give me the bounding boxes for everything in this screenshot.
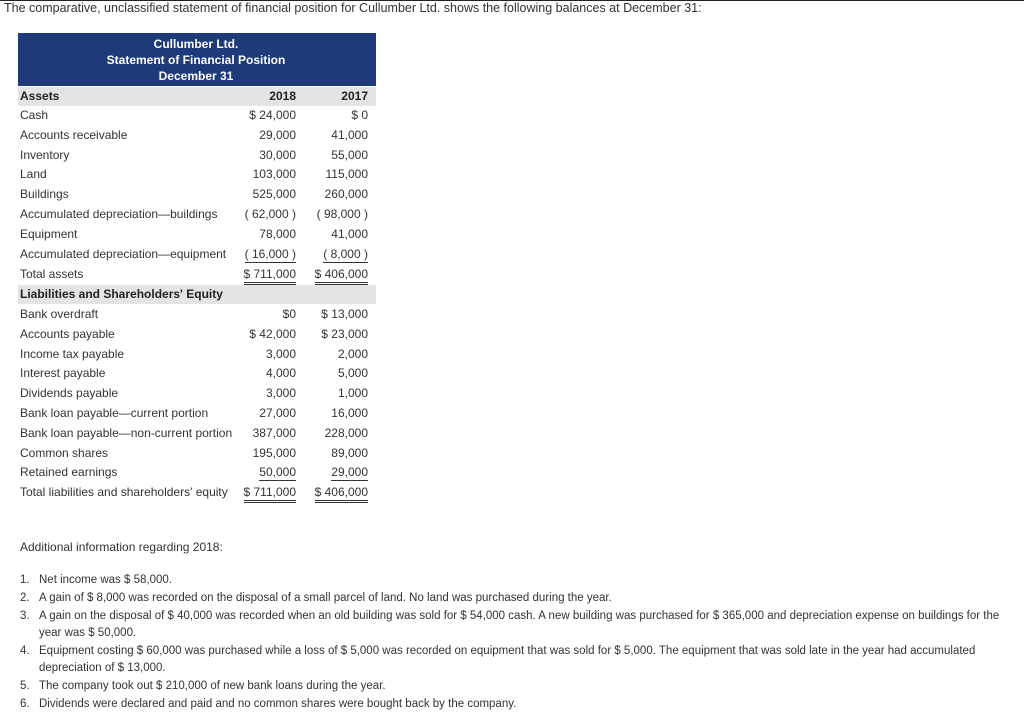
value-2018: 195,000 bbox=[252, 446, 296, 460]
table-row bbox=[18, 205, 378, 224]
liabilities-heading: Liabilities and Shareholders' Equity bbox=[20, 287, 223, 301]
row-label: Income tax payable bbox=[20, 347, 125, 361]
additional-info-list bbox=[18, 572, 1022, 714]
value-2017: $ 13,000 bbox=[321, 307, 368, 321]
table-row bbox=[18, 146, 378, 165]
row-label: Bank loan payable—current portion bbox=[20, 406, 209, 420]
note-text: A gain on the disposal of $ 40,000 was recorded when an old building was sold for $ 54,000 cash. A new building was purchased for $ 365,000 and depreciation expense on buildings for the year was $ 50,000. bbox=[39, 610, 1000, 639]
table-row bbox=[18, 165, 378, 184]
value-2018: 103,000 bbox=[252, 167, 296, 181]
value-2018: ( 62,000 ) bbox=[244, 207, 296, 221]
value-2018: 3,000 bbox=[265, 347, 296, 361]
intro-text: The comparative, unclassified statement of financial position for Cullumber Ltd. shows the following balances at December 31: bbox=[4, 1, 702, 15]
total-liabilities-row bbox=[18, 483, 378, 502]
total-assets-row bbox=[18, 265, 378, 284]
value-2017: 16,000 bbox=[331, 406, 368, 420]
value-2017: 41,000 bbox=[331, 227, 368, 241]
value-2017: 41,000 bbox=[331, 128, 368, 142]
value-2018: 78,000 bbox=[259, 227, 296, 241]
value-2017: 228,000 bbox=[324, 426, 368, 440]
total-liabilities-2018: $ 711,000 bbox=[244, 485, 297, 503]
assets-heading-row bbox=[18, 87, 376, 106]
list-item: 2. A gain of $ 8,000 was recorded on the disposal of a small parcel of land. No land was purchased during the year. bbox=[20, 592, 612, 604]
table-row bbox=[18, 225, 378, 244]
table-row bbox=[18, 444, 378, 463]
total-assets-2017: $ 406,000 bbox=[315, 267, 368, 285]
additional-info-heading: Additional information regarding 2018: bbox=[20, 540, 223, 554]
note-text: Equipment costing $ 60,000 was purchased while a loss of $ 5,000 was recorded on equipment that was sold for $ 5,000. The equipment that was sold late in the year had accumulated depreciation of $ 13,000. bbox=[39, 645, 976, 674]
note-text: Net income was $ 58,000. bbox=[39, 574, 172, 586]
row-label: Common shares bbox=[20, 446, 109, 460]
row-label: Retained earnings bbox=[20, 465, 118, 479]
value-2017: 89,000 bbox=[331, 446, 368, 460]
total-assets-2018: $ 711,000 bbox=[244, 267, 297, 285]
note-text: Dividends were declared and paid and no common shares were bought back by the company. bbox=[39, 698, 517, 710]
table-row bbox=[18, 245, 378, 264]
value-2018: 4,000 bbox=[265, 366, 296, 380]
table-row bbox=[18, 185, 378, 204]
value-2017: 5,000 bbox=[337, 366, 368, 380]
list-item: 3. A gain on the disposal of $ 40,000 was recorded when an old building was sold for $ 54,000 cash. A new building was purchased for $ 365,000 and depreciation expense on buildings for the year was $ 50,000. bbox=[20, 610, 1000, 639]
row-label: Buildings bbox=[20, 187, 69, 201]
company-name: Cullumber Ltd. bbox=[153, 37, 239, 51]
value-2017: 29,000 bbox=[331, 465, 368, 479]
table-row bbox=[18, 106, 378, 125]
col-2017-header: 2017 bbox=[341, 89, 368, 103]
table-row bbox=[18, 325, 378, 344]
table-row bbox=[18, 384, 378, 403]
row-label: Equipment bbox=[20, 227, 78, 241]
value-2017: $ 0 bbox=[351, 108, 368, 122]
statement-title: Statement of Financial Position bbox=[106, 53, 286, 67]
value-2018: 3,000 bbox=[265, 386, 296, 400]
liabilities-heading-row bbox=[18, 285, 376, 304]
row-label: Bank loan payable—non-current portion bbox=[20, 426, 233, 440]
value-2018: $ 24,000 bbox=[249, 108, 296, 122]
row-label: Accumulated depreciation—buildings bbox=[20, 207, 218, 221]
value-2018: 30,000 bbox=[259, 148, 296, 162]
row-label: Accumulated depreciation—equipment bbox=[20, 247, 227, 261]
table-row bbox=[18, 424, 378, 443]
value-2017: ( 8,000 ) bbox=[323, 247, 368, 261]
row-label: Interest payable bbox=[20, 366, 106, 380]
table-row bbox=[18, 404, 378, 423]
table-row bbox=[18, 463, 378, 482]
table-row bbox=[18, 345, 378, 364]
row-label: Total assets bbox=[20, 267, 84, 281]
list-item: 5. The company took out $ 210,000 of new bank loans during the year. bbox=[20, 680, 386, 692]
value-2018: $0 bbox=[282, 307, 296, 321]
table-row bbox=[18, 305, 378, 324]
row-label: Accounts receivable bbox=[20, 128, 128, 142]
row-label: Cash bbox=[20, 108, 49, 122]
table-row bbox=[18, 364, 378, 383]
assets-heading: Assets bbox=[20, 89, 60, 103]
value-2018: 525,000 bbox=[252, 187, 296, 201]
value-2017: 115,000 bbox=[325, 167, 368, 181]
value-2017: 260,000 bbox=[324, 187, 368, 201]
value-2017: 55,000 bbox=[331, 148, 368, 162]
list-item: 4. Equipment costing $ 60,000 was purchased while a loss of $ 5,000 was recorded on equipment that was sold for $ 5,000. The equipment that was sold late in the year had accumulated depreciation of $ 13,000. bbox=[20, 645, 976, 674]
value-2018: 387,000 bbox=[252, 426, 296, 440]
value-2017: ( 98,000 ) bbox=[316, 207, 368, 221]
value-2017: 2,000 bbox=[337, 347, 368, 361]
row-label: Total liabilities and shareholders' equity bbox=[20, 485, 228, 499]
value-2018: 27,000 bbox=[259, 406, 296, 420]
value-2018: 50,000 bbox=[259, 465, 296, 479]
row-label: Accounts payable bbox=[20, 327, 115, 341]
list-item: 6. Dividends were declared and paid and no common shares were bought back by the company. bbox=[20, 698, 517, 710]
row-label: Land bbox=[20, 167, 47, 181]
row-label: Inventory bbox=[20, 148, 70, 162]
total-liabilities-2017: $ 406,000 bbox=[315, 485, 368, 503]
note-text: A gain of $ 8,000 was recorded on the disposal of a small parcel of land. No land was purchased during the year. bbox=[39, 592, 612, 604]
value-2017: $ 23,000 bbox=[321, 327, 368, 341]
row-label: Bank overdraft bbox=[20, 307, 99, 321]
note-text: The company took out $ 210,000 of new bank loans during the year. bbox=[39, 680, 386, 692]
value-2018: $ 42,000 bbox=[249, 327, 296, 341]
col-2018-header: 2018 bbox=[269, 89, 296, 103]
value-2017: 1,000 bbox=[337, 386, 368, 400]
row-label: Dividends payable bbox=[20, 386, 119, 400]
value-2018: 29,000 bbox=[259, 128, 296, 142]
list-item: 1. Net income was $ 58,000. bbox=[20, 574, 172, 586]
statement-date: December 31 bbox=[158, 69, 234, 83]
value-2018: ( 16,000 ) bbox=[244, 247, 296, 261]
statement-header bbox=[18, 33, 376, 86]
table-row bbox=[18, 126, 378, 145]
